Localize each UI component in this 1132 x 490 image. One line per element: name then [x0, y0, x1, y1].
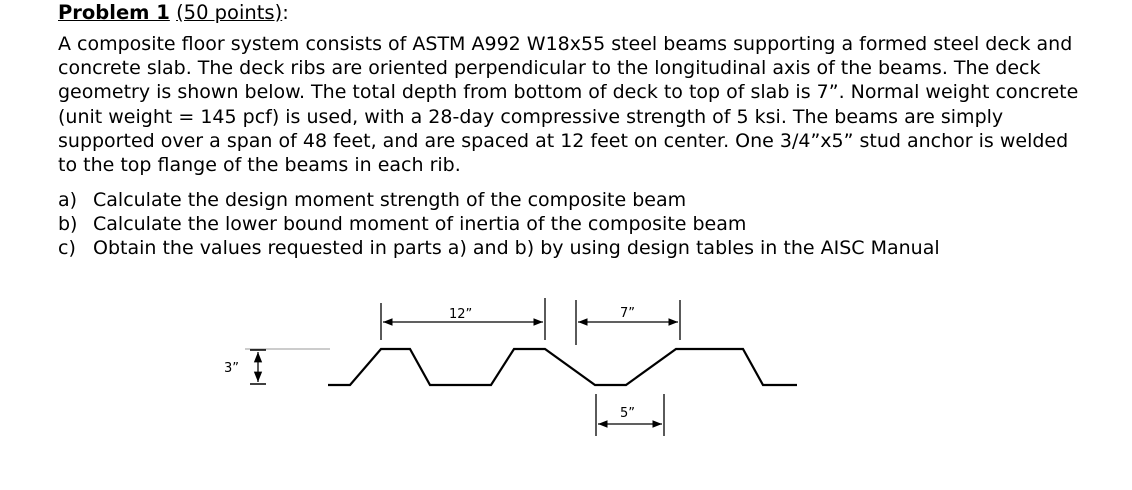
- part-label: b): [58, 213, 78, 236]
- problem-colon: :: [282, 1, 289, 24]
- statement-line: supported over a span of 48 feet, and are spaced at 12 feet on center. One 3/4”x5” stud anchor is welded: [58, 129, 1069, 152]
- statement-line: to the top flange of the beams in each rib.: [58, 154, 461, 177]
- bottom-width-label: 5”: [620, 406, 636, 421]
- part-label: c): [58, 237, 76, 260]
- spacing-label: 12”: [449, 307, 473, 322]
- part-label: a): [58, 189, 78, 211]
- statement-line: A composite floor system consists of ASTM A992 W18x55 steel beams supporting a formed steel deck and: [58, 33, 1073, 55]
- deck-profile: [328, 349, 797, 385]
- top-width-label: 7”: [620, 306, 636, 321]
- problem-points: (50 points): [176, 1, 283, 24]
- statement-line: (unit weight = 145 pcf) is used, with a 28-day compressive strength of 5 ksi. The beams are simply: [58, 105, 1004, 128]
- part-text: Calculate the lower bound moment of inertia of the composite beam: [93, 213, 747, 236]
- problem-number: Problem 1: [58, 1, 170, 24]
- statement-line: concrete slab. The deck ribs are oriented perpendicular to the longitudinal axis of the beams. The deck: [58, 57, 1041, 80]
- statement-line: geometry is shown below. The total depth from bottom of deck to top of slab is 7”. Normal weight concrete: [58, 81, 1079, 104]
- depth-label: 3”: [224, 361, 240, 376]
- part-text: Obtain the values requested in parts a) and b) by using design tables in the AISC Manual: [93, 237, 940, 260]
- part-text: Calculate the design moment strength of the composite beam: [93, 189, 687, 211]
